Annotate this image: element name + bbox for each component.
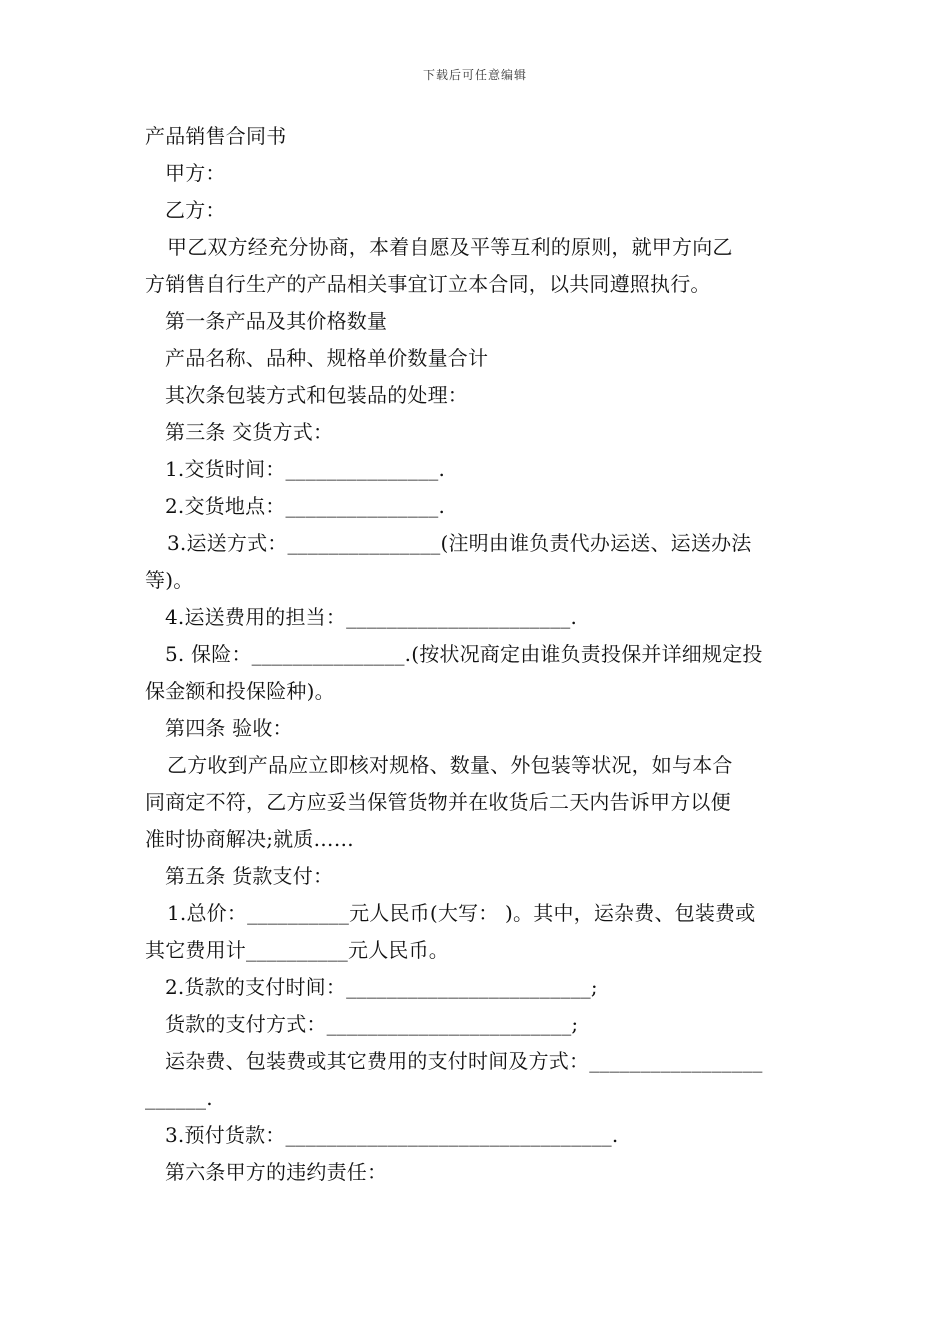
party-a-label: 甲方：: [165, 161, 226, 185]
article-5-fees-line-2: ______.: [145, 1086, 213, 1110]
article-3-item-5-line-2: 保金额和投保险种)。: [145, 679, 335, 703]
article-3-item-2: 2.交货地点：_______________.: [165, 494, 446, 518]
article-4-paragraph-line-3: 准时协商解决;就质……: [145, 827, 354, 851]
article-3-title: 第三条 交货方式：: [165, 420, 334, 444]
article-4-title: 第四条 验收：: [165, 716, 293, 740]
article-5-payment-method: 货款的支付方式：________________________;: [165, 1012, 579, 1036]
intro-paragraph-line-1: 甲乙双方经充分协商，本着自愿及平等互利的原则，就甲方向乙: [167, 235, 733, 259]
article-4-paragraph-line-1: 乙方收到产品应立即核对规格、数量、外包装等状况，如与本合: [167, 753, 733, 777]
article-3-item-5-line-1: 5. 保险：_______________.(按状况商定由谁负责投保并详细规定投: [165, 642, 763, 666]
article-3-item-3-line-1: 3.运送方式：_______________(注明由谁负责代办运送、运送办法: [167, 531, 752, 555]
article-5-item-3: 3.预付货款：________________________________.: [165, 1123, 619, 1147]
article-2-title: 其次条包装方式和包装品的处理：: [165, 383, 468, 407]
article-1-columns: 产品名称、品种、规格单价数量合计: [165, 346, 489, 370]
article-3-item-3-line-2: 等)。: [145, 568, 194, 592]
article-4-paragraph-line-2: 同商定不符，乙方应妥当保管货物并在收货后二天内告诉甲方以便: [145, 790, 731, 814]
article-5-fees-line-1: 运杂费、包装费或其它费用的支付时间及方式：_________________: [165, 1049, 763, 1073]
document-title: 产品销售合同书: [145, 124, 287, 148]
article-5-item-1-line-1: 1.总价：__________元人民币(大写： )。其中，运杂费、包装费或: [167, 901, 756, 925]
article-6-title: 第六条甲方的违约责任：: [165, 1160, 388, 1184]
article-3-item-1: 1.交货时间：_______________.: [165, 457, 446, 481]
article-5-item-2: 2.货款的支付时间：________________________;: [165, 975, 598, 999]
page-header-note: 下载后可任意编辑: [422, 68, 527, 82]
article-1-title: 第一条产品及其价格数量: [165, 309, 388, 333]
article-3-item-4: 4.运送费用的担当：______________________.: [165, 605, 578, 629]
party-b-label: 乙方：: [165, 198, 226, 222]
article-5-item-1-line-2: 其它费用计__________元人民币。: [145, 938, 449, 962]
article-5-title: 第五条 货款支付：: [165, 864, 334, 888]
intro-paragraph-line-2: 方销售自行生产的产品相关事宜订立本合同，以共同遵照执行。: [145, 272, 711, 296]
contract-body: [145, 118, 810, 1191]
